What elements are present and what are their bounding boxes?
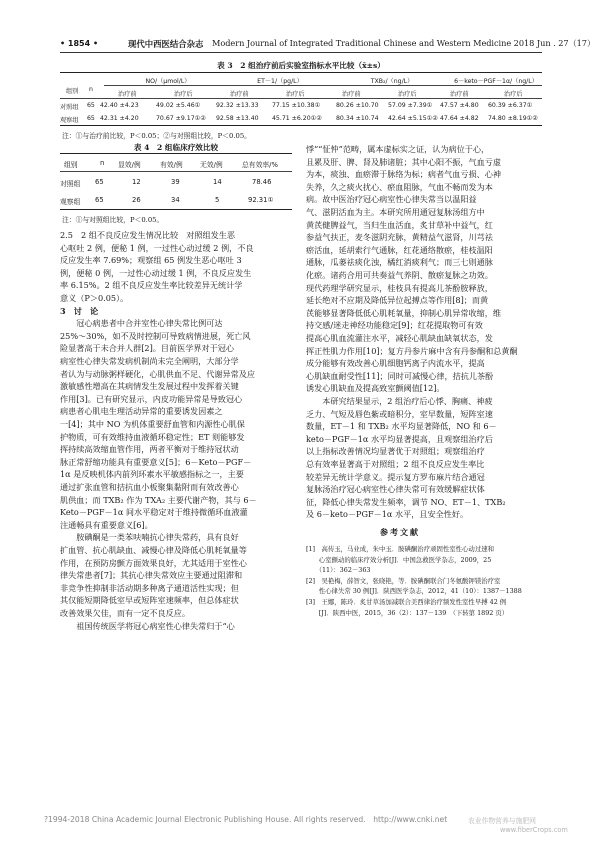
table3-cell: 74.80 ±8.19①② (488, 115, 538, 122)
table4-cell: 78.46 (252, 178, 272, 186)
text-line: 复脉汤治疗冠心病室性心律失常可有效缓解症状体 (306, 484, 485, 495)
table3-cell: 42.64 ±5.15①② (388, 115, 438, 122)
table4-row1-group: 对照组 (60, 180, 81, 188)
table3-sub-before-2: 治疗前 (230, 91, 249, 98)
text-line: 本研究结果显示，2 组治疗后心悸、胸痛、神疲 (306, 396, 493, 406)
table4-cell: 12 (132, 178, 141, 186)
text-line: 病患者心肌电生理活动异常的重要诱发因素之 (60, 406, 223, 417)
text-line: 作用[3]。已有研究显示，内皮功能异常是导致冠心 (60, 393, 243, 404)
table4-header: 有效/例 (160, 161, 183, 169)
text-line: 以上指标改善情况均显著优于对照组；观察组治疗 (306, 446, 485, 457)
text-line: 气、滋阴活血为主。本研究所用通冠复脉汤组方中 (306, 207, 485, 217)
text-line: 失养，久之痰火扰心、瘀血阻脉，气血不畅而发为本 (306, 181, 493, 192)
text-line: 挥正性肌力作用[10]；复方丹参片麻中含有丹参酮和总黄酮 (306, 345, 518, 356)
text-line: 一[4]；其中 NO 为机体重要舒血管和内源性心肌保 (60, 419, 245, 429)
text-line: 扩血管、抗心肌缺血、减慢心律及降低心肌耗氧量等 (60, 545, 247, 555)
references-title: 参考文献 (380, 527, 420, 537)
table3-cell: 60.39 ±6.37① (488, 102, 533, 109)
text-line: 胺碘酮是一类苯呋喃抗心律失常药，具有良好 (60, 532, 239, 543)
table3-cell: 92.58 ±13.40 (216, 115, 259, 122)
text-line: 数量，ET－1 和 TXB₂ 水平均显著降低，NO 和 6－ (306, 421, 497, 432)
table4-cell: 65 (95, 196, 104, 204)
text-line: 乏力、气短及唇色紫或暗积分，室早数量，短阵室速 (306, 408, 493, 419)
table3-cell: 70.67 ±9.17①② (156, 115, 206, 122)
table4-cell: 92.31① (248, 196, 274, 204)
table4-cell: 39 (171, 178, 180, 186)
text-line: 25%～30%，如不及时控制可导致病情进展，死亡风 (60, 330, 251, 341)
table4-note: 注：①与对照组比较，P＜0.05。 (62, 216, 164, 224)
text-line: 通脉，瓜蒌祛痰化浊，橘红消痰利气；而三七则通脉 (306, 257, 493, 268)
table4-top-rule (60, 153, 292, 154)
table3-cell: 42.31 ±4.20 (100, 115, 139, 122)
table3-header-group: 组别 (66, 88, 79, 95)
text-line: 延长绝对不应期及降低异位起搏点等作用[8]；而黄 (306, 295, 489, 306)
running-header (60, 37, 595, 51)
text-line: 1α 是反映机体内前列环素水平敏感指标之一，主要 (60, 469, 244, 480)
table3-cell: 42.40 ±4.23 (100, 102, 139, 109)
reference-line: [J]．陕西中医，2015，36（2）：137－139 （下转第 1892 页） (306, 608, 509, 617)
table3-note: 注：①与治疗前比较，P＜0.05；②与对照组比较，P＜0.05。 (62, 132, 251, 140)
table3-bottom-rule (60, 125, 542, 126)
text-line: Keto－PGF－1α 间水平稳定对于维持微循环血液灌 (60, 507, 248, 518)
table4-cell: 5 (215, 196, 220, 204)
table4-header: 显效/例 (118, 161, 141, 169)
text-line: 律失常患者[7]；其抗心律失常效应主要通过阻滞和 (60, 570, 243, 581)
table3-indicator-et1: ET－1/（pg/L） (257, 78, 303, 85)
text-line: 2.5 2 组不良反应发生情况比较 对照组发生恶 (60, 230, 236, 240)
reference-line: 性心律失常 30 例[J]．陕西医学杂志，2012，41（10）：1387－1388 (306, 587, 522, 596)
table3-sub-before-3: 治疗前 (342, 91, 361, 98)
text-line: 挥持续高效缩血管作用，两者平衡对于维持冠状动 (60, 444, 239, 455)
table3-sub-after-2: 治疗后 (286, 91, 305, 98)
table4-header: n (100, 159, 105, 167)
reference-line: （11）：362－363 (306, 566, 371, 575)
text-line: 病室性心律失常发病机制尚未完全阐明，大部分学 (60, 356, 239, 366)
table4-cell: 34 (171, 196, 180, 204)
table3-mid-rule (104, 85, 542, 86)
text-line: 及 6－keto－PGF－1α 水平，且安全性好。 (306, 509, 469, 520)
table3-header-n: n (89, 86, 93, 93)
text-line: 脉正常舒缩功能具有重要意义[5]；6－Keto－PGF－ (60, 456, 252, 467)
site-watermark-url: www.fiberCrops.com (500, 826, 568, 834)
table3-row2-group: 观察组 (60, 117, 79, 124)
table4-header: 总有效率/% (242, 161, 278, 169)
table4-row2-group: 观察组 (60, 198, 81, 206)
text-line: 总有效率显著高于对照组；2 组不良反应发生率比 (306, 459, 485, 469)
table4-cell: 14 (213, 178, 222, 186)
text-line: 黄芪健脾益气，当归生血活血，炙甘草补中益气，红 (306, 219, 493, 230)
table3-cell: 47.64 ±4.82 (440, 115, 479, 122)
table3-row2-n: 65 (87, 115, 95, 122)
table3-sub-after-4: 治疗后 (504, 91, 523, 98)
text-line: 为本，痰浊、血瘀滞于脉络为标；病者气血亏损、心神 (306, 169, 502, 180)
table4-cell: 26 (132, 196, 141, 204)
text-line: 较差异无统计学意义。提示复方罗布麻片结合通冠 (306, 471, 485, 482)
table3-sub-after-3: 治疗后 (398, 91, 417, 98)
text-line: 冠心病患者中合并室性心律失常比例可达 (60, 318, 223, 329)
text-line: 改善效果欠佳，而有一定不良反应。 (60, 608, 191, 618)
table3-top-rule (60, 72, 542, 73)
text-line: 激敏感性增高在其病情发生发展过程中发挥着关键 (60, 381, 239, 392)
table4-cell: 65 (95, 178, 104, 186)
text-line: 通过扩张血管和拮抗血小板聚集黏附而有效改善心 (60, 482, 239, 492)
reference-line: [2] 吴艳梅，薛智文，张晓艳，等．胺碘酮联合门冬氨酸钾镁治疗室 (306, 576, 501, 585)
text-line: 参益气扶正，麦冬滋阴充脉，黄精益气滋肾，川芎祛 (306, 232, 493, 243)
text-line: 护物质，可有效维持血液循环稳定性；ET 则能够发 (60, 431, 245, 442)
table3-cell: 80.26 ±10.70 (336, 102, 379, 109)
table3-cell: 45.71 ±6.20①② (272, 115, 322, 122)
text-line: 者认为与动脉粥样硬化，心肌供血不足、代谢异常及应 (60, 368, 256, 379)
copyright-footer: ?1994-2018 China Academic Journal Electronic Publishing House. All rights reserved. http://www.cnki.net (44, 815, 448, 824)
text-line: keto－PGF－1α 水平均显著提高，且观察组治疗后 (306, 433, 493, 444)
table3-caption: 表 3 2 组治疗前后实验室指标水平比较（x̄±s） (217, 61, 385, 70)
table3-cell: 80.34 ±10.74 (336, 115, 379, 122)
table3-cell: 57.09 ±7.39① (388, 102, 433, 109)
text-line: 作用，在预防房颤方面效果良好，尤其适用于室性心 (60, 557, 247, 568)
text-line: 肌供血；而 TXB₂ 作为 TXA₂ 主要代谢产物，其与 6－ (60, 494, 257, 505)
page-number: • 1854 • (60, 39, 99, 48)
table4-caption: 表 4 2 组临床疗效比较 (133, 143, 219, 152)
table3-cell: 49.02 ±5.46① (156, 102, 201, 109)
table3-cell: 92.32 ±13.33 (216, 102, 259, 109)
table3-cell: 77.15 ±10.38① (272, 102, 321, 109)
text-line: 险显著高于未合并人群[2]。目前医学界对于冠心 (60, 343, 235, 354)
table3-cell: 47.57 ±4.80 (440, 102, 479, 109)
text-line: 祖国传统医学将冠心病室性心律失常归于“心 (60, 620, 235, 631)
text-line: 悸”“怔忡”范畴，属本虚标实之证，认为病位于心， (306, 144, 490, 154)
table4-header: 无效/例 (200, 161, 223, 169)
text-line: 心呕吐 2 例，便秘 1 例，一过性心动过缓 2 例，不良 (60, 242, 254, 253)
table3-indicator-keto: 6－keto－PGF－1α/（ng/L） (454, 78, 538, 85)
text-line: 诱发心肌缺血及提高致室颤阈值[12]。 (306, 383, 445, 394)
table3-sub-after-1: 治疗后 (174, 91, 193, 98)
text-line: 芪能够显著降低低心肌耗氧量，抑制心肌异常收缩，维 (306, 307, 502, 318)
table3-row1-n: 65 (87, 102, 95, 109)
reference-line: 心室颤动的临床疗效分析[J]．中国急救医学杂志，2009，25 (306, 555, 492, 564)
text-line: 现代药理学研究显示，桂枝具有提高儿茶酚胺释放， (306, 282, 493, 293)
text-line: 瘀活血，延胡索行气通脉，红花通络散瘀，桂枝温阳 (306, 244, 493, 255)
text-line: 病。故中医治疗冠心病室性心律失常当以温阳益 (306, 194, 477, 205)
text-line: 化瘀。诸药合用可共奏益气养阴、散瘀复脉之功效。 (306, 270, 493, 280)
reference-line: [3] 王娜，陈玲．炙甘草汤加减联合美西律治疗频发性室性早搏 42 例 (306, 598, 507, 606)
text-line: 成分能够有效改善心肌细胞钙离子内流水平，提高 (306, 358, 485, 369)
text-line: 心肌缺血耐受性[11]；同时可减慢心律，拮抗儿茶酚 (306, 370, 494, 381)
table3-indicator-no: NO/（μmol/L） (145, 78, 191, 85)
text-line: 注通畅具有重要意义[6]。 (60, 519, 153, 530)
table4-header-rule (60, 171, 292, 172)
table3-sub-before-1: 治疗前 (118, 91, 137, 98)
text-line: 征，降低心律失常发生频率，调节 NO、ET－1、TXB₂ (306, 496, 506, 507)
text-line: 其仅能短期降低室早或短阵室速频率，但总体症状 (60, 595, 239, 606)
text-line: 3 讨 论 (60, 305, 99, 316)
text-line: 持交感/迷走神经功能稳定[9]；红花提取物可有效 (306, 320, 483, 331)
table3-indicator-txb2: TXB₂/（ng/L） (370, 78, 414, 85)
reference-line: [1] 高传玉，马业成，朱中玉．胺碘酮治疗顽固性室性心动过速和 (306, 545, 494, 553)
header-rule (60, 52, 542, 53)
text-line: 非竞争性抑制非活动期多种离子通道活性实现；但 (60, 582, 239, 593)
text-line: 率 6.15%。2 组不良反应发生率比较差异无统计学 (60, 280, 243, 291)
journal-title-cn: 现代中西医结合杂志 (128, 39, 204, 49)
text-line: 且累及肝、脾、肾及肺诸脏；其中心阳不振，气血亏虚 (306, 156, 502, 167)
journal-title-en: Modern Journal of Integrated Traditional Chinese and Western Medicine 2018 Jun . 27（17） (212, 38, 595, 48)
text-line: 反应发生率 7.69%；观察组 65 例发生恶心呕吐 3 (60, 255, 242, 266)
table3-row1-group: 对照组 (60, 104, 79, 111)
table4-bottom-rule (60, 209, 292, 210)
text-line: 例，便秘 0 例，一过性心动过缓 1 例，不良反应发生 (60, 267, 252, 278)
site-watermark: 农业作物营养与施肥网 (468, 817, 536, 825)
text-line: 意义（P＞0.05）。 (60, 293, 129, 303)
table3-sub-before-4: 治疗前 (450, 91, 469, 98)
table4-header: 组别 (64, 161, 78, 169)
text-line: 提高心肌血流灌注水平，减轻心肌缺血缺氧状态，发 (306, 333, 493, 343)
table3-header-rule (60, 98, 542, 99)
